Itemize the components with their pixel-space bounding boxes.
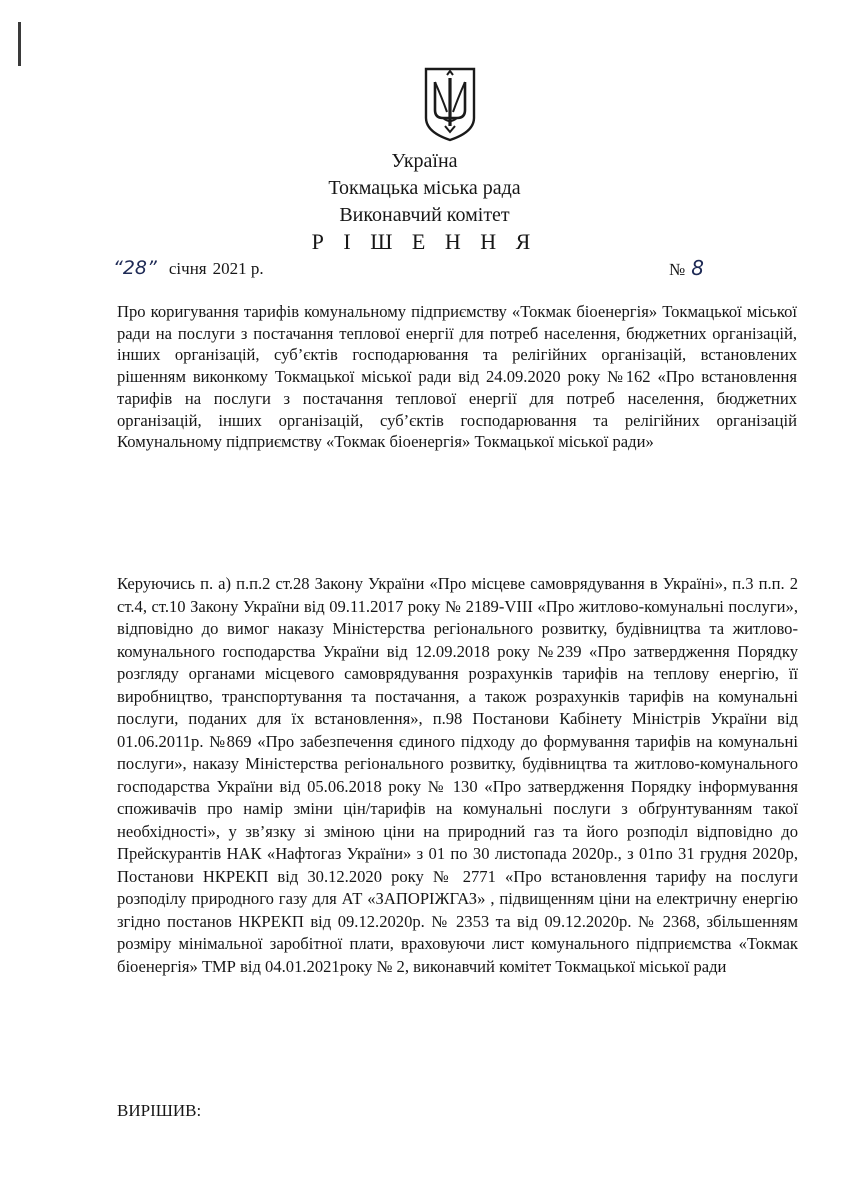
date-month: січня xyxy=(168,259,207,278)
number-label: № xyxy=(669,260,686,279)
number-value: 8 xyxy=(691,256,704,280)
header-country: Україна xyxy=(391,150,458,172)
resolve-heading: ВИРІШИВ: xyxy=(117,1101,202,1120)
dateline xyxy=(113,256,733,281)
coat-of-arms-trident-icon xyxy=(423,66,477,142)
date-day: “28” xyxy=(113,257,157,279)
header-committee: Виконавчий комітет xyxy=(339,204,510,226)
date-year: 2021 р. xyxy=(212,259,264,278)
decision-subject: Про коригування тарифів комунальному підприємству «Токмак біоенергія» Токмацької міської ради на послуги з постачання теплової енергії для потреб населення, бюджетних організацій, інших організацій, суб’єктів господарювання та релігійних організацій, встановлених рішенням виконкому Токмацької міської ради від 24.09.2020 року №162 «Про встановлення тарифів на послуги з постачання теплової енергії для потреб населення, бюджетних організацій, інших організацій, суб’єктів господарювання та релігійних організацій Комунальному підприємству «Токмак біоенергія» Токмацької міської ради» xyxy=(117,302,797,452)
preamble-text: Керуючись п. а) п.п.2 ст.28 Закону України «Про місцеве самоврядування в Україні», п.3 п.п. 2 ст.4, ст.10 Закону України від 09.11.2017 року № 2189-VIII «Про житлово-комунальні послуги», відповідно до вимог наказу Міністерства регіонального розвитку, будівництва та житлово-комунального господарства України від 12.09.2018 року №239 «Про затвердження Порядку розгляду органами місцевого самоврядування розрахунків тарифів на теплову енергію, її виробництво, транспортування та постачання, а також розрахунків тарифів на комунальні послуги, поданих для їх встановлення», п.98 Постанови Кабінету Міністрів України від 01.06.2011р. №869 «Про забезпечення єдиного підходу до формування тарифів на комунальні послуги», наказу Міністерства регіонального розвитку, будівництва та житлово-комунального господарства України від 05.06.2018 року № 130 «Про затвердження Порядку інформування споживачів про намір зміни цін/тарифів на комунальні послуги з обґрунтуванням такої необхідності», у зв’язку зі зміною ціни на природний газ та його розподіл відповідно до Прейскурантів НАК «Нафтогаз України» з 01 по 30 листопада 2020р., з 01по 31 грудня 2020р, Постанови НКРЕКП від 30.12.2020 року № 2771 «Про встановлення тарифу на послуги розподілу природного газу для АТ «ЗАПОРІЖГАЗ» , підвищенням ціни на електричну енергію згідно постанов НКРЕКП від 09.12.2020р. № 2353 та від 09.12.2020р. № 2368, збільшенням розміру мінімальної заробітної плати, враховуючи лист комунального підприємства «Токмак біоенергія» ТМР від 04.01.2021року № 2, виконавчий комітет Токмацької міської ради xyxy=(117,574,798,976)
decision-number xyxy=(669,256,704,282)
header-council: Токмацька міська рада xyxy=(328,177,521,199)
document-type-title: Р І Ш Е Н Н Я xyxy=(311,229,538,254)
scan-edge-mark xyxy=(18,22,21,66)
